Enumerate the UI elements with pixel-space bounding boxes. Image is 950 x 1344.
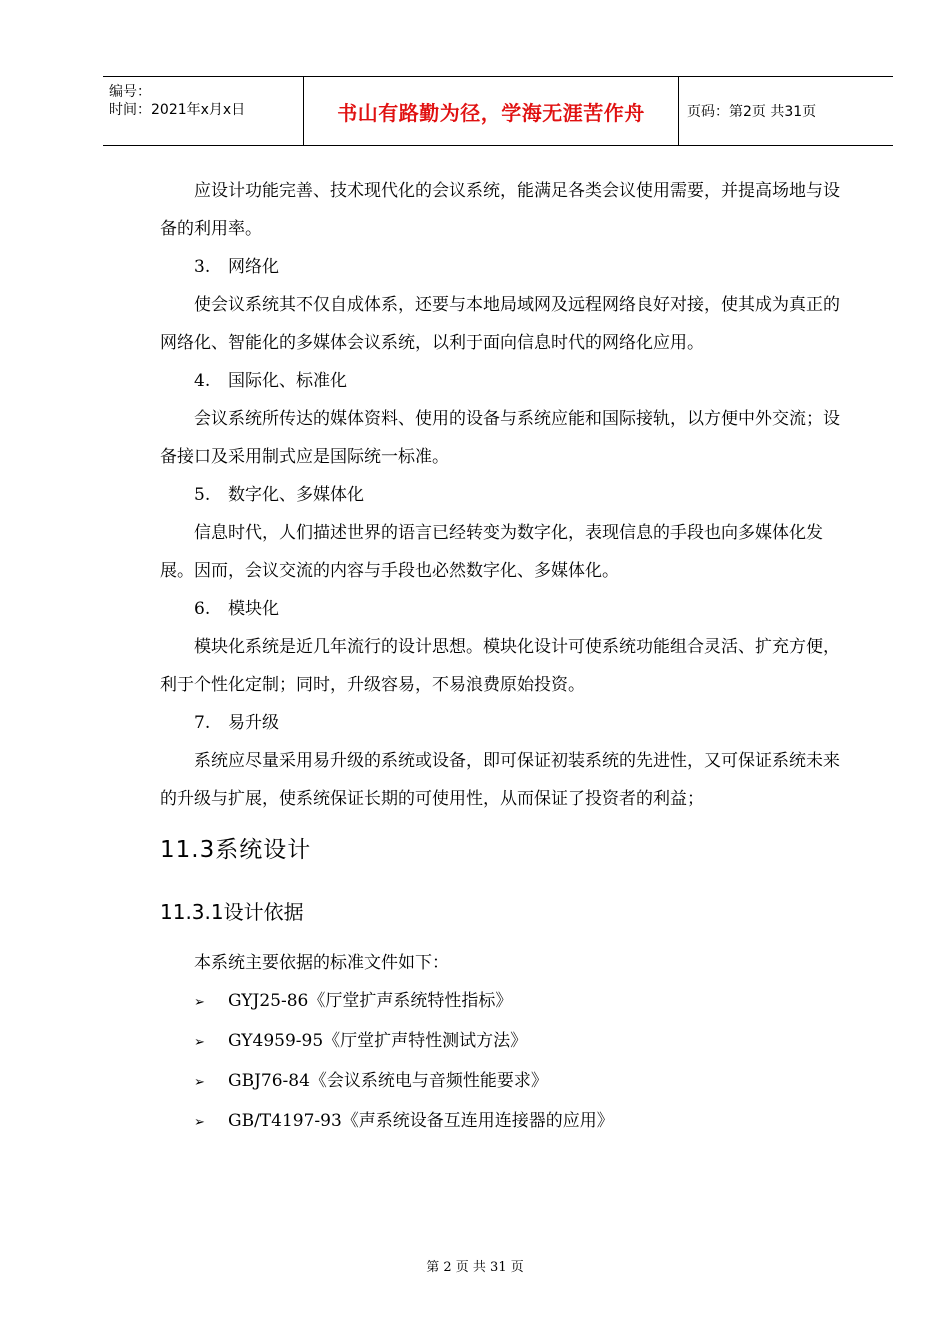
item-title: 国际化、标准化 — [228, 371, 347, 391]
standard-text: GYJ25-86《厅堂扩声系统特性指标》 — [228, 991, 513, 1011]
arrow-bullet-icon: ➢ — [194, 1035, 205, 1050]
paragraph: 系统应尽量采用易升级的系统或设备，即可保证初装系统的先进性，又可保证系统未来的升级与扩展，使系统保证长期的可使用性，从而保证了投资者的利益； — [160, 751, 840, 809]
standard-text: GBJ76-84《会议系统电与音频性能要求》 — [228, 1071, 548, 1091]
list-item-heading — [160, 590, 840, 628]
paragraph: 会议系统所传达的媒体资料、使用的设备与系统应能和国际接轨，以方便中外交流；设备接口及采用制式应是国际统一标准。 — [160, 409, 840, 467]
list-item-heading — [160, 704, 840, 742]
standard-text: GB/T4197-93《声系统设备互连用连接器的应用》 — [228, 1111, 614, 1131]
item-number: 6. — [194, 599, 211, 619]
header-motto: 书山有路勤为径，学海无涯苦作舟 — [337, 100, 645, 125]
list-item — [160, 1102, 840, 1142]
page-footer: 第 2 页 共 31 页 — [426, 1260, 524, 1275]
list-item — [160, 1062, 840, 1102]
paragraph: 使会议系统其不仅自成体系，还要与本地局域网及远程网络良好对接，使其成为真正的网络化、智能化的多媒体会议系统，以利于面向信息时代的网络化应用。 — [160, 295, 840, 353]
page-header — [103, 76, 893, 146]
header-motto-cell — [304, 77, 679, 145]
arrow-bullet-icon: ➢ — [194, 1115, 205, 1130]
paragraph: 模块化系统是近几年流行的设计思想。模块化设计可使系统功能组合灵活、扩充方便，利于个性化定制；同时，升级容易，不易浪费原始投资。 — [160, 637, 840, 695]
header-meta — [103, 77, 304, 145]
doc-number-label: 编号： — [109, 84, 151, 100]
document-body — [160, 172, 840, 1142]
standards-list — [160, 982, 840, 1142]
standard-text: GY4959-95《厅堂扩声特性测试方法》 — [228, 1031, 528, 1051]
item-number: 4. — [194, 371, 211, 391]
arrow-bullet-icon: ➢ — [194, 1075, 205, 1090]
intro-paragraph: 本系统主要依据的标准文件如下： — [194, 953, 449, 973]
item-number: 7. — [194, 713, 211, 733]
item-title: 网络化 — [228, 257, 279, 277]
item-title: 易升级 — [228, 713, 279, 733]
paragraph: 应设计功能完善、技术现代化的会议系统，能满足各类会议使用需要，并提高场地与设备的利用率。 — [160, 181, 840, 239]
item-title: 模块化 — [228, 599, 279, 619]
doc-date-label: 时间：2021年x月x日 — [109, 102, 246, 118]
subsection-heading: 11.3.1设计依据 — [160, 900, 304, 924]
header-page-number: 页码：第2页 共31页 — [687, 104, 817, 120]
item-number: 5. — [194, 485, 211, 505]
list-item-heading — [160, 248, 840, 286]
arrow-bullet-icon: ➢ — [194, 995, 205, 1010]
list-item-heading — [160, 476, 840, 514]
item-title: 数字化、多媒体化 — [228, 485, 364, 505]
section-heading: 11.3系统设计 — [160, 837, 312, 863]
list-item-heading — [160, 362, 840, 400]
paragraph: 信息时代，人们描述世界的语言已经转变为数字化，表现信息的手段也向多媒体化发展。因而，会议交流的内容与手段也必然数字化、多媒体化。 — [160, 523, 823, 581]
item-number: 3. — [194, 257, 211, 277]
list-item — [160, 1022, 840, 1062]
list-item — [160, 982, 840, 1022]
